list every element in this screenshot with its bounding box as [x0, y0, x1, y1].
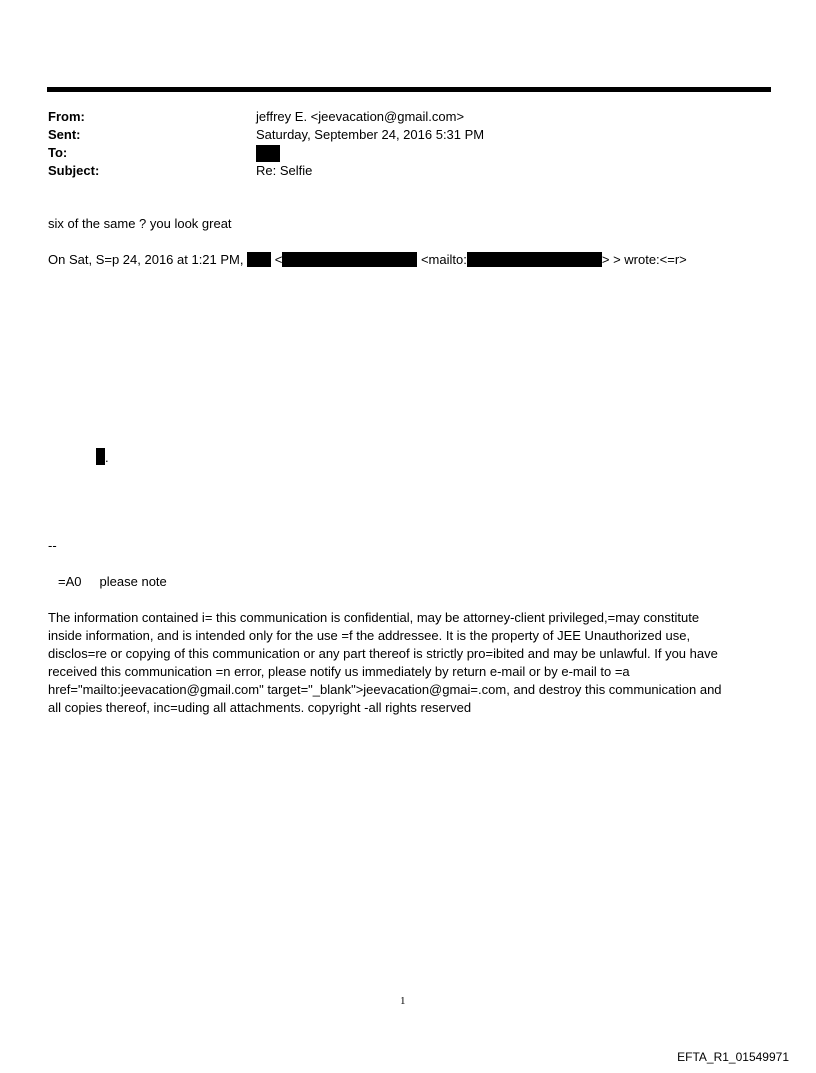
redaction-box: [256, 145, 280, 162]
message-line: six of the same ? you look great: [48, 216, 232, 231]
note-line: =A0 please note: [58, 574, 167, 589]
disclaimer-line: href="mailto:jeevacation@gmail.com" target="_blank">jeevacation@gmai=.com, and destroy this communication and: [48, 682, 722, 697]
signature-separator: --: [48, 538, 57, 553]
sent-label: Sent:: [48, 127, 81, 142]
redaction-box: [282, 252, 417, 267]
from-value: jeffrey E. <jeevacation@gmail.com>: [256, 109, 465, 124]
header-divider: [47, 87, 771, 92]
quote-header: [48, 252, 687, 267]
to-value: [256, 144, 280, 162]
redaction-box: [247, 252, 271, 267]
from-label: From:: [48, 109, 85, 124]
page-number: 1: [400, 995, 406, 1007]
redaction-box: [467, 252, 602, 267]
disclaimer-line: The information contained i= this communication is confidential, may be attorney-client privileged,=may constitute: [48, 610, 700, 625]
subject-label: Subject:: [48, 163, 100, 178]
redacted-period: .: [105, 450, 109, 465]
quote-prefix: On Sat, S=p 24, 2016 at 1:21 PM,: [48, 252, 244, 267]
sent-value: Saturday, September 24, 2016 5:31 PM: [256, 127, 485, 142]
confidentiality-disclaimer: [48, 609, 768, 717]
to-label: To:: [48, 145, 68, 160]
subject-value: Re: Selfie: [256, 163, 313, 178]
to-row: [48, 144, 748, 162]
disclaimer-line: inside information, and is intended only for the use =f the addressee. It is the property of JEE Unauthorized use,: [48, 628, 691, 643]
quote-suffix: > > wrote:<=r>: [601, 252, 687, 267]
quote-mailto: <mailto:: [420, 252, 467, 267]
disclaimer-line: all copies thereof, inc=uding all attachments. copyright -all rights reserved: [48, 700, 472, 715]
quote-lt: <: [274, 252, 283, 267]
document-id: EFTA_R1_01549971: [677, 1050, 789, 1064]
disclaimer-line: disclos=re or copying of this communication or any part thereof is strictly pro=ibited and may be unlawful. If you have: [48, 646, 718, 661]
disclaimer-line: received this communication =n error, please notify us immediately by return e-mail or by e-mail to =a: [48, 664, 630, 679]
subject-row: [48, 162, 748, 180]
sent-row: [48, 126, 748, 144]
redaction-box: [96, 448, 105, 465]
email-header: [48, 108, 748, 180]
redacted-line: [96, 448, 109, 465]
from-row: [48, 108, 748, 126]
